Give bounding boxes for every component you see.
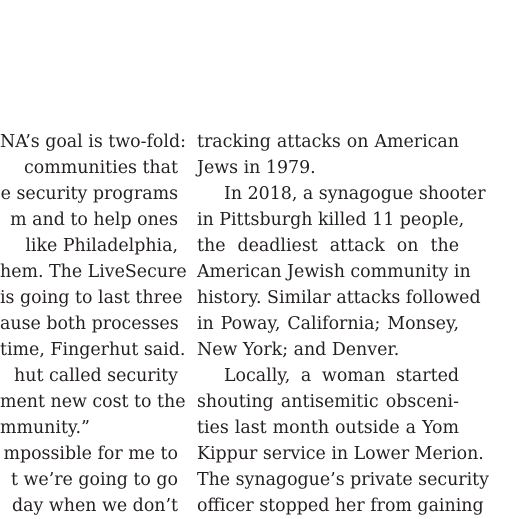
text-line: mpossible for me to <box>3 444 178 464</box>
text-line: communities that <box>24 158 178 178</box>
text-line: like Philadelphia, <box>25 236 178 256</box>
text-line: hut called security <box>14 366 178 386</box>
text-line: American Jewish community in <box>197 262 471 282</box>
text-line: ment new cost to the <box>0 392 186 412</box>
text-line: e security programs <box>0 184 178 204</box>
text-line: ause both processes <box>0 314 179 334</box>
text-line: m and to help ones <box>10 210 178 230</box>
text-line: Jews in 1979. <box>197 158 316 178</box>
text-line: officer stopped her from gaining <box>197 496 484 516</box>
text-line: t we’re going to go <box>11 470 178 490</box>
article-column-right <box>197 129 489 519</box>
text-line: is going to last three <box>0 288 183 308</box>
text-line: shouting antisemitic obsceni- <box>197 392 459 412</box>
text-line: ties last month outside a Yom <box>197 418 459 438</box>
text-line: mmunity.” <box>0 418 90 438</box>
text-line: New York; and Denver. <box>197 340 400 360</box>
text-line: day when we don’t <box>12 496 178 516</box>
text-line: in Poway, California; Monsey, <box>197 314 459 334</box>
paragraph-start-line: In 2018, a synagogue shooter <box>224 184 486 204</box>
text-line: history. Similar attacks followed <box>197 288 481 308</box>
text-line: the deadliest attack on the <box>197 236 459 256</box>
text-line: hem. The LiveSecure <box>0 262 187 282</box>
text-line: NA’s goal is two-fold: <box>0 132 186 152</box>
text-line: time, Fingerhut said. <box>0 340 186 360</box>
text-line: The synagogue’s private security <box>197 470 489 490</box>
text-line: in Pittsburgh killed 11 people, <box>197 210 465 230</box>
text-line: tracking attacks on American <box>197 132 459 152</box>
text-line: Kippur service in Lower Merion. <box>197 444 484 464</box>
paragraph-start-line: Locally, a woman started <box>224 366 459 386</box>
article-column-left <box>0 129 187 519</box>
